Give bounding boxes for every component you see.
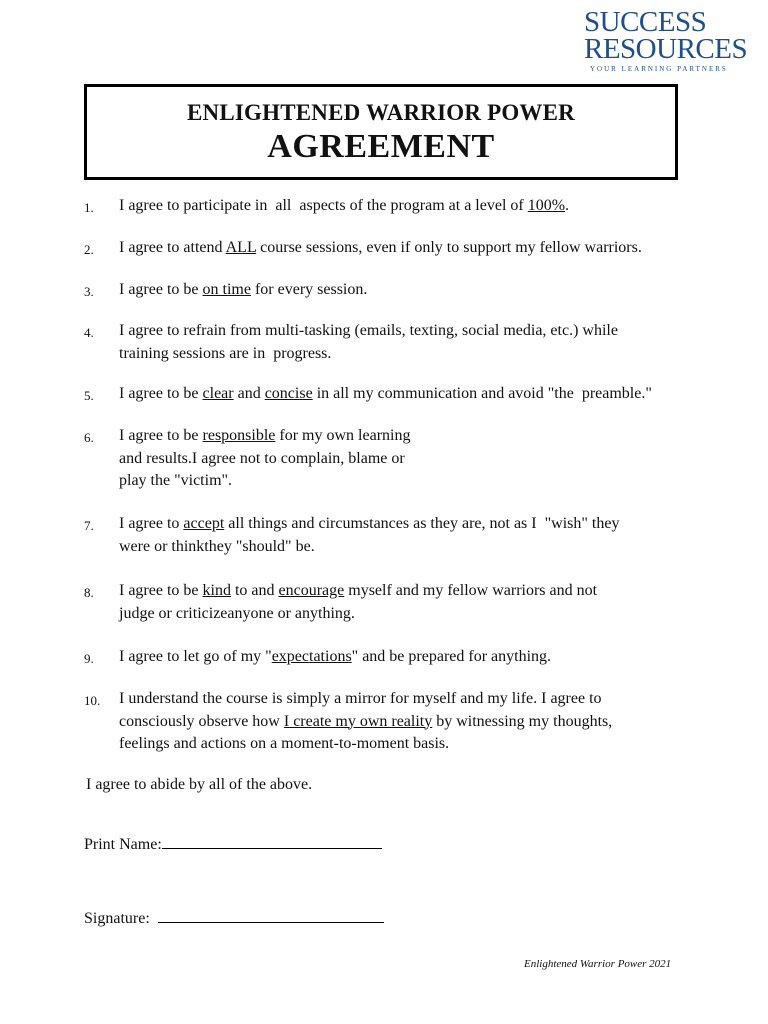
title-box bbox=[84, 84, 678, 180]
text-segment: and results.I agree not to complain, blame or bbox=[119, 449, 405, 467]
item-number: 1. bbox=[84, 200, 94, 215]
text-segment: for every session. bbox=[250, 281, 368, 298]
print-name-field bbox=[84, 834, 382, 854]
text-segment: by witnessing my thoughts, bbox=[432, 712, 613, 730]
item-text-line bbox=[119, 195, 569, 218]
text-segment: feelings and actions on a moment-to-moment basis. bbox=[119, 735, 450, 752]
success-resources-logo bbox=[584, 6, 756, 73]
text-segment: I agree to bbox=[119, 515, 184, 532]
item-text bbox=[119, 195, 569, 218]
underlined-text: on time bbox=[202, 281, 251, 298]
text-segment: and bbox=[233, 385, 265, 402]
logo-tagline: YOUR LEARNING PARTNERS bbox=[590, 65, 728, 73]
underlined-text: expectations bbox=[271, 648, 352, 665]
text-segment: I agree to be bbox=[119, 281, 203, 298]
item-text-line bbox=[119, 320, 618, 343]
text-segment: " and be prepared for anything. bbox=[351, 648, 552, 665]
text-segment: I agree to let go of my " bbox=[119, 648, 272, 665]
text-segment: I agree to attend bbox=[119, 239, 226, 256]
item-text-line bbox=[119, 536, 619, 559]
item-number: 8. bbox=[84, 585, 94, 600]
item-number: 4. bbox=[84, 325, 94, 340]
item-text bbox=[119, 646, 551, 669]
item-number: 5. bbox=[84, 388, 94, 403]
program-title: ENLIGHTENED WARRIOR POWER bbox=[187, 100, 575, 125]
text-segment: to and bbox=[230, 582, 279, 599]
item-number: 7. bbox=[84, 518, 94, 533]
item-text bbox=[119, 513, 619, 558]
item-text-line bbox=[119, 733, 612, 756]
text-segment: I understand the course is simply a mirror for myself and my life. I agree to bbox=[119, 690, 602, 707]
item-text bbox=[119, 320, 618, 365]
item-text-line bbox=[119, 711, 612, 734]
item-text-line bbox=[119, 688, 612, 711]
text-segment: I agree to participate in all aspects of the program at a level of bbox=[119, 197, 528, 214]
signature-label: Signature: bbox=[84, 910, 150, 927]
item-text-line bbox=[119, 448, 410, 471]
item-text bbox=[119, 383, 652, 406]
item-text-line bbox=[119, 279, 367, 302]
underlined-text: 100% bbox=[527, 197, 566, 214]
text-segment: myself and my fellow warriors and not bbox=[344, 582, 598, 599]
text-segment: were or thinkthey "should" be. bbox=[119, 537, 315, 555]
item-number: 6. bbox=[84, 430, 94, 445]
text-segment: I agree to be bbox=[119, 385, 203, 402]
item-text bbox=[119, 580, 597, 625]
underlined-text: responsible bbox=[202, 427, 276, 444]
item-number: 10. bbox=[84, 693, 101, 708]
text-segment: in all my communication and avoid "the preamble." bbox=[312, 385, 652, 402]
text-segment: . bbox=[565, 197, 570, 214]
item-text-line bbox=[119, 425, 410, 448]
text-segment: training sessions are in progress. bbox=[119, 344, 332, 362]
text-segment: all things and circumstances as they are, not as I "wish" they bbox=[224, 515, 620, 532]
underlined-text: concise bbox=[264, 385, 313, 402]
item-number: 3. bbox=[84, 284, 94, 299]
text-segment: judge or criticizeanyone or anything. bbox=[119, 604, 355, 622]
item-text-line bbox=[119, 603, 597, 626]
text-segment: play the "victim". bbox=[119, 472, 233, 489]
text-segment: I agree to be bbox=[119, 582, 203, 599]
text-segment: course sessions, even if only to support my fellow warriors. bbox=[256, 239, 642, 256]
print-name-line[interactable] bbox=[162, 834, 382, 849]
text-segment: consciously observe how bbox=[119, 712, 284, 730]
print-name-label: Print Name: bbox=[84, 836, 162, 853]
underlined-text: encourage bbox=[278, 582, 345, 599]
item-text bbox=[119, 688, 612, 756]
item-number: 2. bbox=[84, 242, 94, 257]
item-text-line bbox=[119, 513, 619, 536]
text-segment: for my own learning bbox=[275, 427, 411, 444]
logo-line-1: SUCCESS bbox=[584, 6, 707, 38]
signature-field bbox=[84, 908, 384, 928]
item-text-line bbox=[119, 237, 642, 260]
item-text-line bbox=[119, 470, 410, 493]
item-text bbox=[119, 237, 642, 260]
footer-text: Enlightened Warrior Power 2021 bbox=[524, 958, 672, 970]
item-text-line bbox=[119, 343, 618, 366]
text-segment: I agree to refrain from multi-tasking (emails, texting, social media, etc.) while bbox=[119, 322, 618, 339]
underlined-text: clear bbox=[202, 385, 234, 402]
underlined-text: ALL bbox=[225, 239, 257, 256]
item-number: 9. bbox=[84, 651, 94, 666]
item-text-line bbox=[119, 580, 597, 603]
underlined-text: I create my own reality bbox=[283, 712, 433, 730]
signature-line[interactable] bbox=[158, 908, 384, 923]
logo-line-2: RESOURCES bbox=[584, 33, 748, 65]
underlined-text: accept bbox=[183, 515, 225, 532]
text-segment: I agree to be bbox=[119, 427, 203, 444]
item-text-line bbox=[119, 646, 551, 669]
item-text bbox=[119, 279, 367, 302]
closing-statement: I agree to abide by all of the above. bbox=[86, 776, 313, 793]
agreement-title: AGREEMENT bbox=[267, 128, 495, 165]
item-text bbox=[119, 425, 410, 493]
item-text-line bbox=[119, 383, 652, 406]
underlined-text: kind bbox=[202, 582, 231, 599]
